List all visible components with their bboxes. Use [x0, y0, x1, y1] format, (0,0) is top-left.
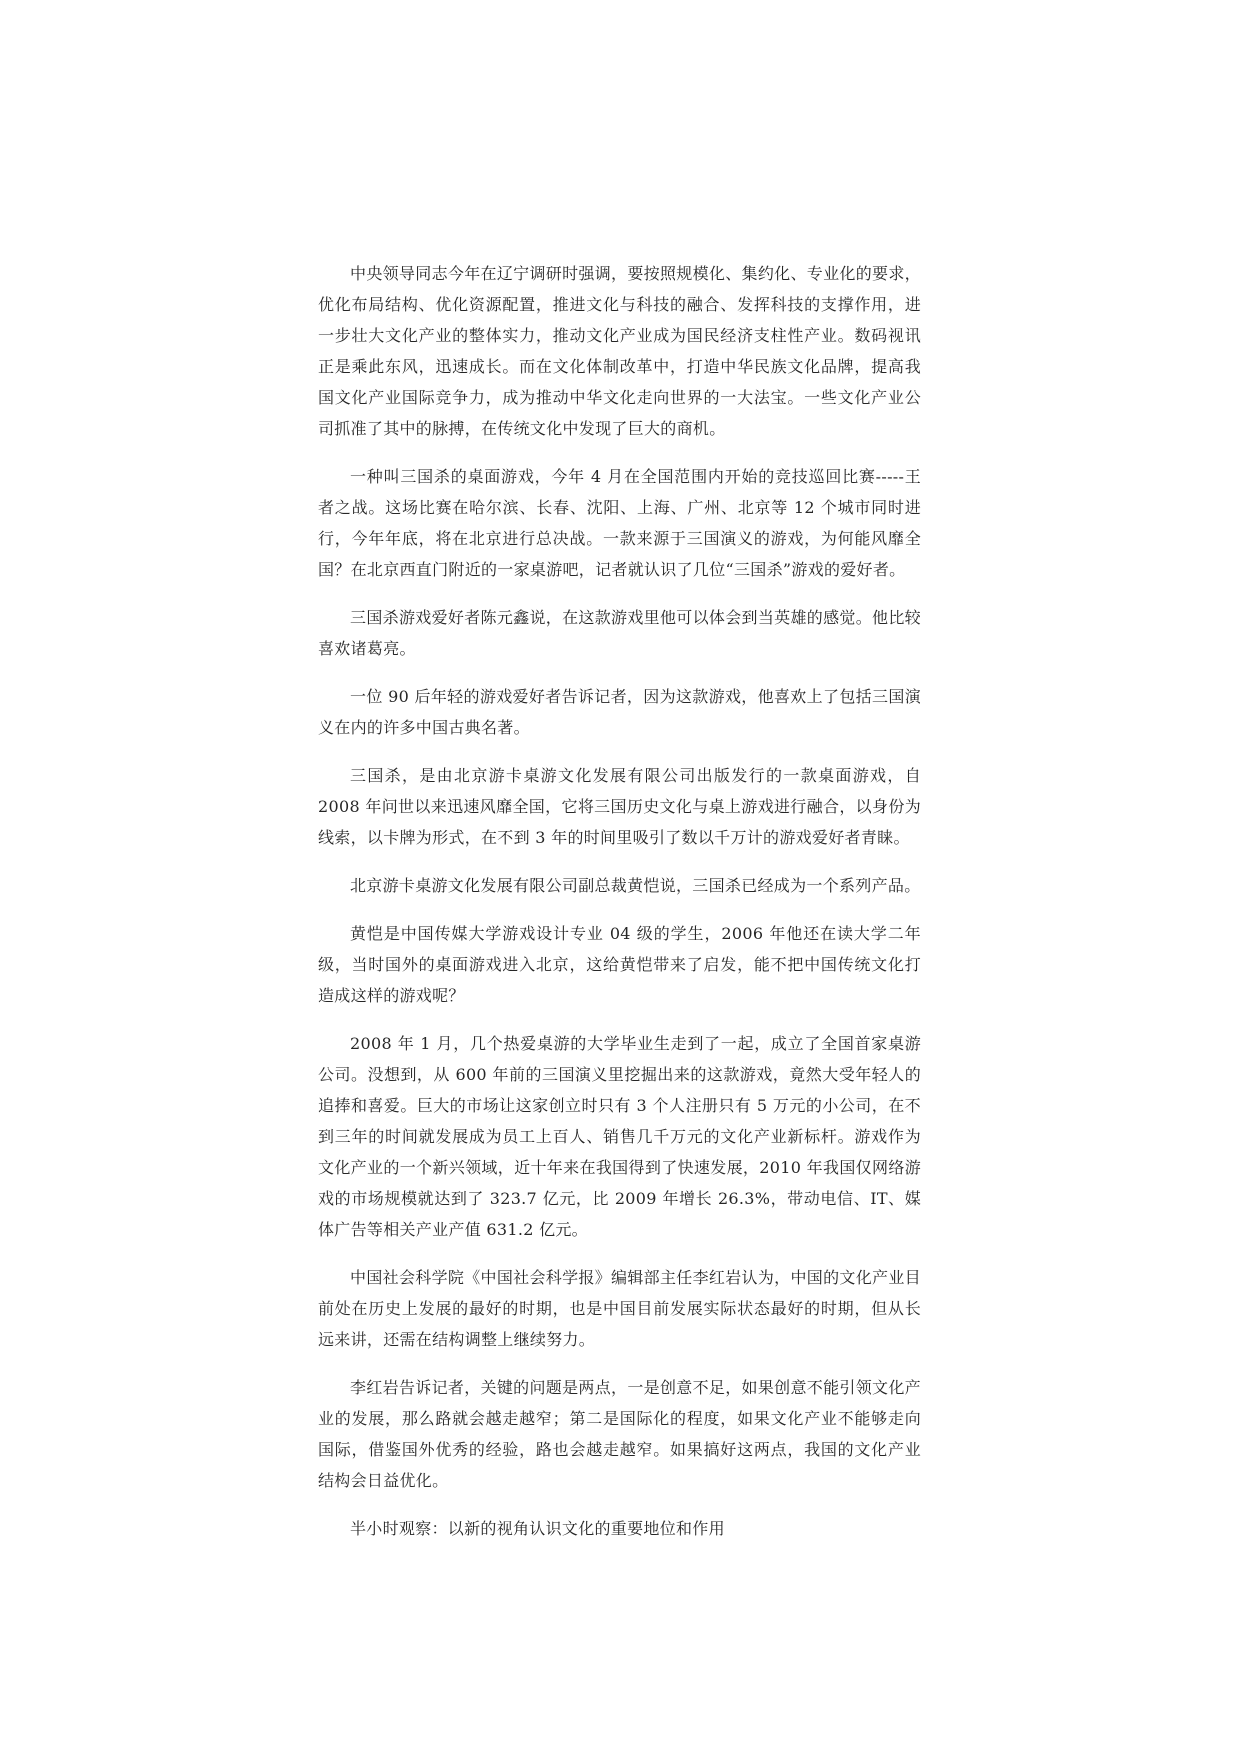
- paragraph-3: 三国杀游戏爱好者陈元鑫说，在这款游戏里他可以体会到当英雄的感觉。他比较喜欢诸葛亮。: [318, 608, 921, 658]
- paragraph-8: 2008 年 1 月，几个热爱桌游的大学毕业生走到了一起，成立了全国首家桌游公司。没想到，从 600 年前的三国演义里挖掘出来的这款游戏，竟然大受年轻人的追捧和喜爱。巨大的市场让这家创立时只有 3 个人注册只有 5 万元的小公司，在不到三年的时间就发展成为员工上百人、销售几千万元的文化产业新标杆。游戏作为文化产业的一个新兴领域，近十年来在我国得到了快速发展，2010 年我国仅网络游戏的市场规模就达到了 323.7 亿元，比 2009 年增长 26.3%，带动电信、IT、媒体广告等相关产业产值 631.2 亿元。: [318, 1034, 921, 1239]
- paragraph-6: 北京游卡桌游文化发展有限公司副总裁黄恺说，三国杀已经成为一个系列产品。: [350, 876, 921, 895]
- paragraph-5: 三国杀，是由北京游卡桌游文化发展有限公司出版发行的一款桌面游戏，自 2008 年问世以来迅速风靡全国，它将三国历史文化与桌上游戏进行融合，以身份为线索，以卡牌为形式，在不到 3 年的时间里吸引了数以千万计的游戏爱好者青睐。: [318, 766, 921, 847]
- article-body: [318, 258, 921, 1544]
- paragraph-10: 李红岩告诉记者，关键的问题是两点，一是创意不足，如果创意不能引领文化产业的发展，那么路就会越走越窄；第二是国际化的程度，如果文化产业不能够走向国际，借鉴国外优秀的经验，路也会越走越窄。如果搞好这两点，我国的文化产业结构会日益优化。: [318, 1378, 921, 1490]
- paragraph-9: 中国社会科学院《中国社会科学报》编辑部主任李红岩认为，中国的文化产业目前处在历史上发展的最好的时期，也是中国目前发展实际状态最好的时期，但从长远来讲，还需在结构调整上继续努力。: [318, 1268, 921, 1349]
- paragraph-4: 一位 90 后年轻的游戏爱好者告诉记者，因为这款游戏，他喜欢上了包括三国演义在内的许多中国古典名著。: [318, 687, 921, 737]
- paragraph-1: 中央领导同志今年在辽宁调研时强调，要按照规模化、集约化、专业化的要求，优化布局结构、优化资源配置，推进文化与科技的融合、发挥科技的支撑作用，进一步壮大文化产业的整体实力，推动文化产业成为国民经济支柱性产业。数码视讯正是乘此东风，迅速成长。而在文化体制改革中，打造中华民族文化品牌，提高我国文化产业国际竞争力，成为推动中华文化走向世界的一大法宝。一些文化产业公司抓准了其中的脉搏，在传统文化中发现了巨大的商机。: [318, 264, 921, 438]
- section-heading: 半小时观察：以新的视角认识文化的重要地位和作用: [350, 1519, 725, 1538]
- paragraph-7: 黄恺是中国传媒大学游戏设计专业 04 级的学生，2006 年他还在读大学二年级，当时国外的桌面游戏进入北京，这给黄恺带来了启发，能不把中国传统文化打造成这样的游戏呢？: [318, 924, 921, 1005]
- paragraph-2: 一种叫三国杀的桌面游戏，今年 4 月在全国范围内开始的竞技巡回比赛-----王者之战。这场比赛在哈尔滨、长春、沈阳、上海、广州、北京等 12 个城市同时进行，今年年底，将在北京进行总决战。一款来源于三国演义的游戏，为何能风靡全国？在北京西直门附近的一家桌游吧，记者就认识了几位“三国杀”游戏的爱好者。: [318, 467, 921, 579]
